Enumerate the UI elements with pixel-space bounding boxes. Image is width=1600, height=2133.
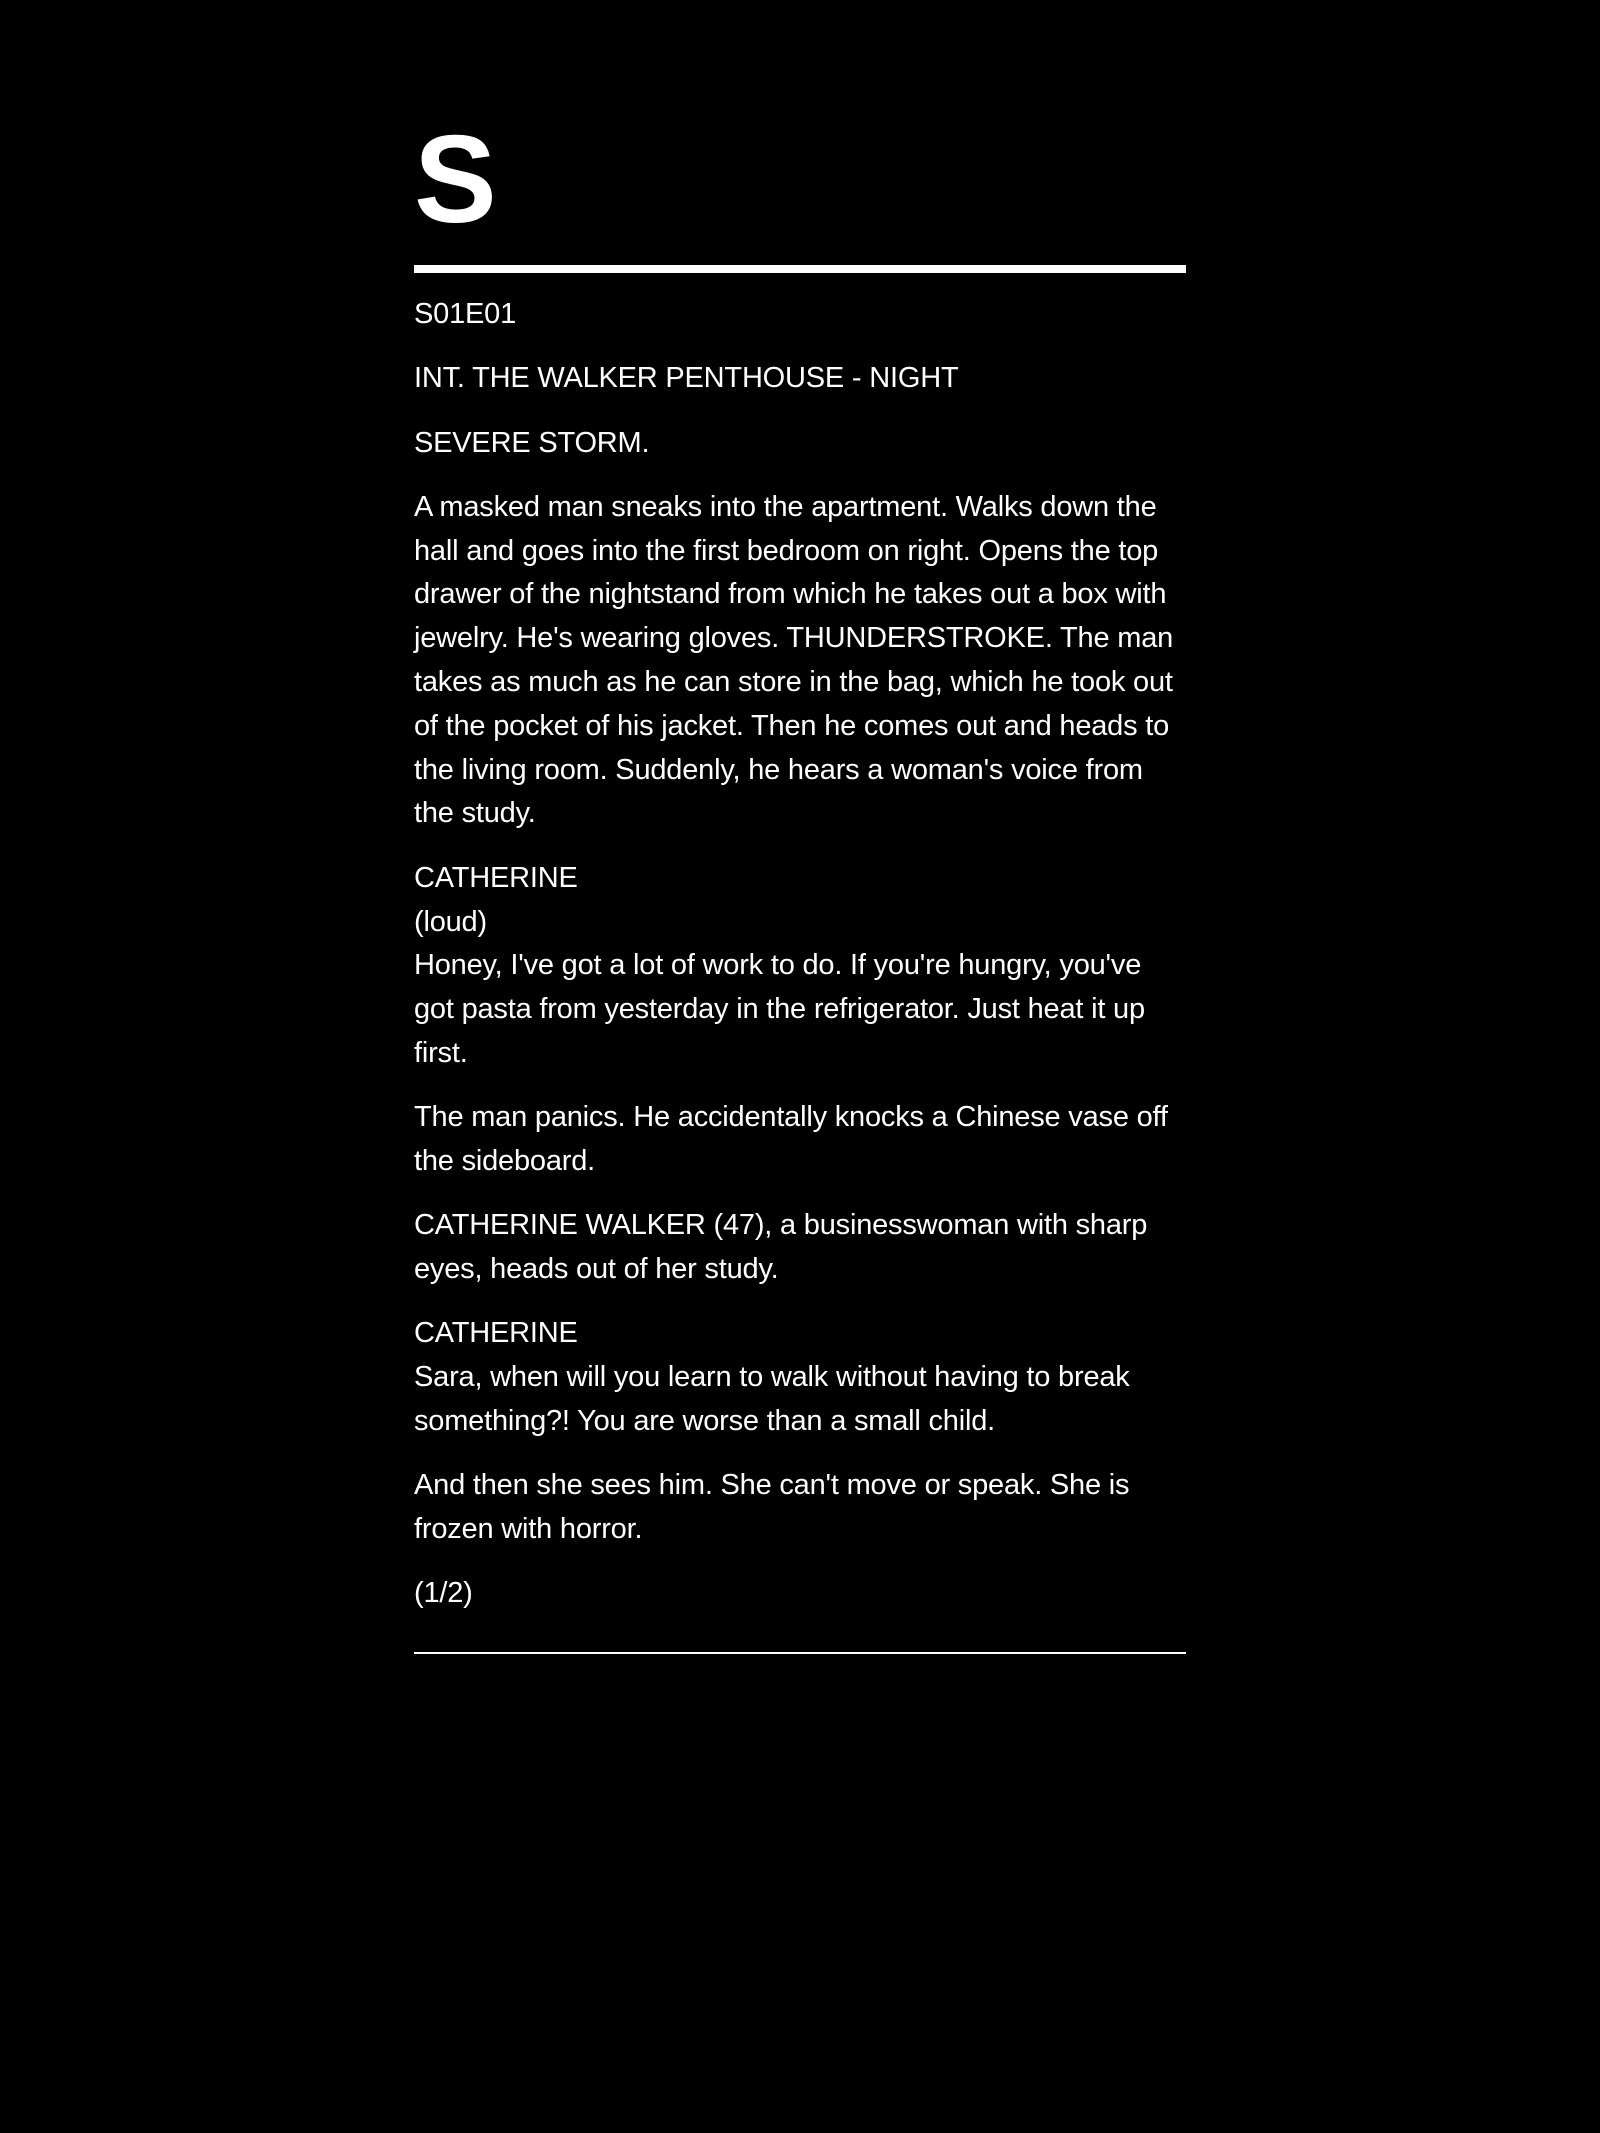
header-divider bbox=[414, 265, 1186, 273]
episode-code: S01E01 bbox=[414, 298, 516, 330]
dialogue-line: Sara, when will you learn to walk without having to break something?! You are worse than a small child. bbox=[414, 1361, 1130, 1438]
script-body bbox=[414, 293, 1186, 1616]
scene-heading: INT. THE WALKER PENTHOUSE - NIGHT bbox=[414, 362, 959, 395]
dialogue-line: Honey, I've got a lot of work to do. If you're hungry, you've got pasta from yesterday in the refrigerator. Just heat it up first. bbox=[414, 949, 1145, 1069]
page-count: (1/2) bbox=[414, 1577, 473, 1610]
dialogue-block bbox=[414, 1312, 1186, 1443]
parenthetical: (loud) bbox=[414, 905, 487, 938]
footer-divider bbox=[414, 1652, 1186, 1654]
logo-letter: S bbox=[414, 111, 495, 249]
script-page bbox=[414, 111, 1186, 1654]
action-paragraph: And then she sees him. She can't move or speak. She is frozen with horror. bbox=[414, 1469, 1130, 1546]
scene-note: SEVERE STORM. bbox=[414, 426, 650, 459]
character-name: CATHERINE bbox=[414, 1317, 578, 1350]
dialogue-block bbox=[414, 857, 1186, 1076]
action-paragraph: The man panics. He accidentally knocks a Chinese vase off the sideboard. bbox=[414, 1101, 1168, 1178]
action-paragraph: A masked man sneaks into the apartment. Walks down the hall and goes into the first bedroom on right. Opens the top drawer of the nightstand from which he takes out a box with jewelry. He's wearing gloves. THUNDERSTROKE. The man takes as much as he can store in the bag, which he took out of the pocket of his jacket. Then he comes out and heads to the living room. Suddenly, he hears a woman's voice from the study. bbox=[414, 490, 1174, 830]
character-name: CATHERINE bbox=[414, 861, 578, 894]
action-paragraph: CATHERINE WALKER (47), a businesswoman with sharp eyes, heads out of her study. bbox=[414, 1209, 1148, 1286]
